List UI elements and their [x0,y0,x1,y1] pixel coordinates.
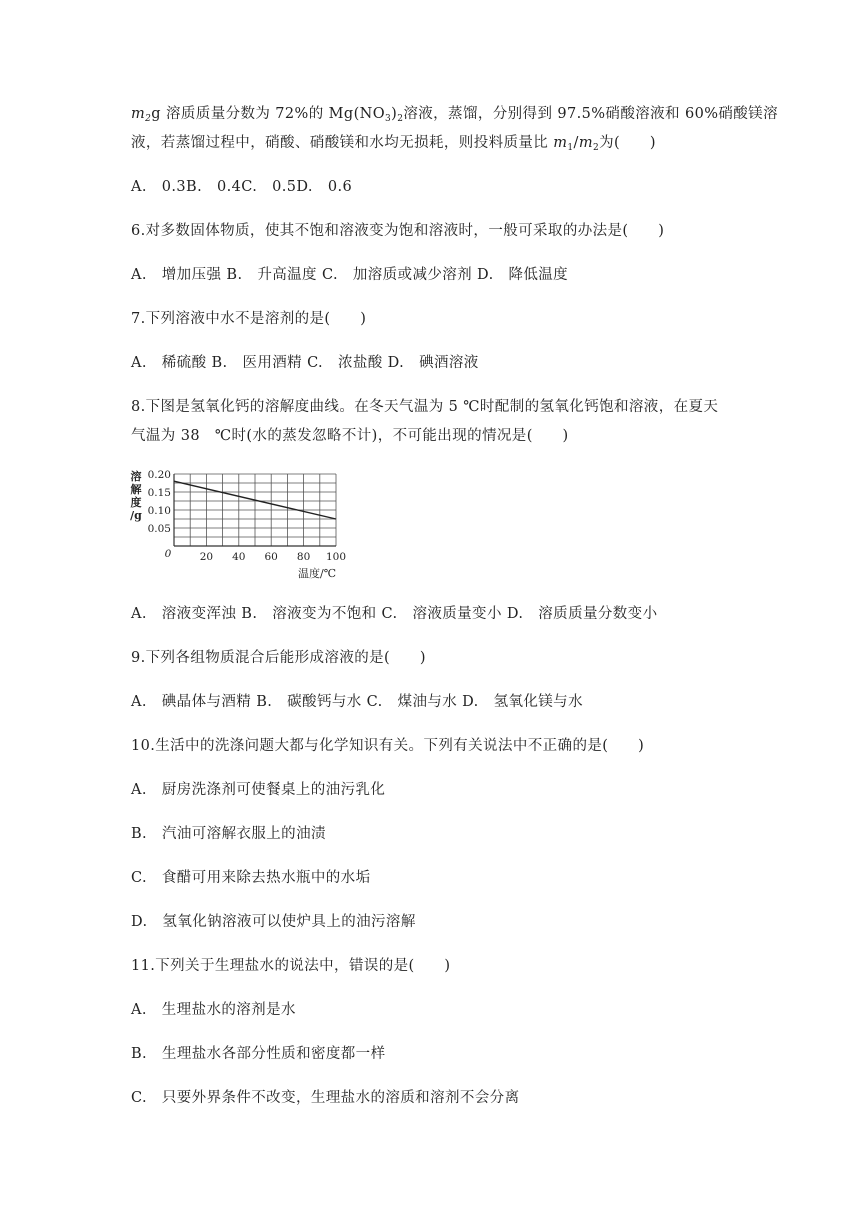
q5-var-m2 [131,106,151,122]
q5-var-m: m [131,106,146,122]
q10-stem: 10.生活中的洗涤问题大都与化学知识有关。下列有关说法中不正确的是( ) [131,738,645,754]
q7-options: A. 稀硫酸 B. 医用酒精 C. 浓盐酸 D. 碘酒溶液 [131,355,479,371]
x-tick-label: 20 [199,551,214,563]
y-tick-label: 0.05 [147,523,171,535]
q11-option-a: A. 生理盐水的溶剂是水 [131,1002,296,1018]
q10-option-d: D. 氢氧化钠溶液可以使炉具上的油污溶解 [131,914,416,930]
chart-grid [174,474,336,546]
q10-option-b: B. 汽油可溶解衣服上的油渍 [131,826,326,842]
q9-options: A. 碘晶体与酒精 B. 碳酸钙与水 C. 煤油与水 D. 氢氧化镁与水 [131,694,583,710]
q5-line2-text-a: 液，若蒸馏过程中，硝酸、硝酸镁和水均无损耗，则投料质量比 [131,135,554,151]
q6-stem: 6.对多数固体物质，使其不饱和溶液变为饱和溶液时，一般可采取的办法是( ) [131,223,665,239]
q5-slash: / [573,135,579,151]
q9-stem: 9.下列各组物质混合后能形成溶液的是( ) [131,650,426,666]
q5-sub3: 3 [385,114,392,124]
q5-m2: m [578,135,593,151]
q5-sub2: 2 [397,114,404,124]
q5-var-sub: 2 [145,114,152,124]
q11-option-c: C. 只要外界条件不改变，生理盐水的溶质和溶剂不会分离 [131,1090,520,1106]
chart-xticks [165,548,346,563]
x-tick-label: 60 [264,551,278,563]
q10-option-a: A. 厨房洗涤剂可使餐桌上的油污乳化 [131,782,386,798]
q10-option-c: C. 食醋可用来除去热水瓶中的水垢 [131,870,371,886]
q11-option-b: B. 生理盐水各部分性质和密度都一样 [131,1046,386,1062]
y-label-char: 溶 [130,470,142,483]
q5-m1: m [553,135,568,151]
y-label-char: /g [130,509,142,522]
q5-text-a: 溶质质量分数为 72%的 Mg(NO [160,106,386,122]
y-label-char: 解 [130,483,142,496]
q5-m1-sub: 1 [567,143,574,153]
q5-text-b: 溶液，蒸馏，分别得到 97.5%硝酸溶液和 60%硝酸镁溶 [403,106,778,122]
x-tick-label: 40 [232,551,246,563]
q8-stem-line2: 气温为 38 ℃时(水的蒸发忽略不计)，不可能出现的情况是( ) [131,428,569,444]
q5-close-paren: ) [391,106,398,122]
q6-options: A. 增加压强 B. 升高温度 C. 加溶质或减少溶剂 D. 降低温度 [131,267,569,283]
q8-stem-line1: 8.下图是氢氧化钙的溶解度曲线。在冬天气温为 5 ℃时配制的氢氧化钙饱和溶液，在夏天 [131,399,719,415]
y-label-char: 度 [130,496,142,509]
solubility-chart [126,464,356,584]
x-tick-label: 0 [164,548,172,560]
q11-stem: 11.下列关于生理盐水的说法中，错误的是( ) [131,958,451,974]
x-tick-label: 80 [296,551,311,563]
y-tick-label: 0.15 [147,487,171,499]
q5-line2-text-b: 为( ) [599,135,656,151]
y-tick-label: 0.10 [147,505,171,517]
y-tick-label: 0.20 [147,469,171,481]
x-tick-label: 100 [325,551,347,563]
chart-ylabel [130,469,142,522]
chart-yticks [148,469,171,535]
chart-xlabel: 温度/℃ [298,567,337,580]
q7-stem: 7.下列溶液中水不是溶剂的是( ) [131,311,367,327]
q5-options: A. 0.3B. 0.4C. 0.5D. 0.6 [131,179,353,195]
q5-line2 [131,133,656,158]
q5-unit: g [151,106,161,122]
q8-options: A. 溶液变浑浊 B. 溶液变为不饱和 C. 溶液质量变小 D. 溶质质量分数变小 [131,606,658,622]
q5-m2-sub: 2 [592,143,600,153]
q5-line1 [131,104,778,129]
